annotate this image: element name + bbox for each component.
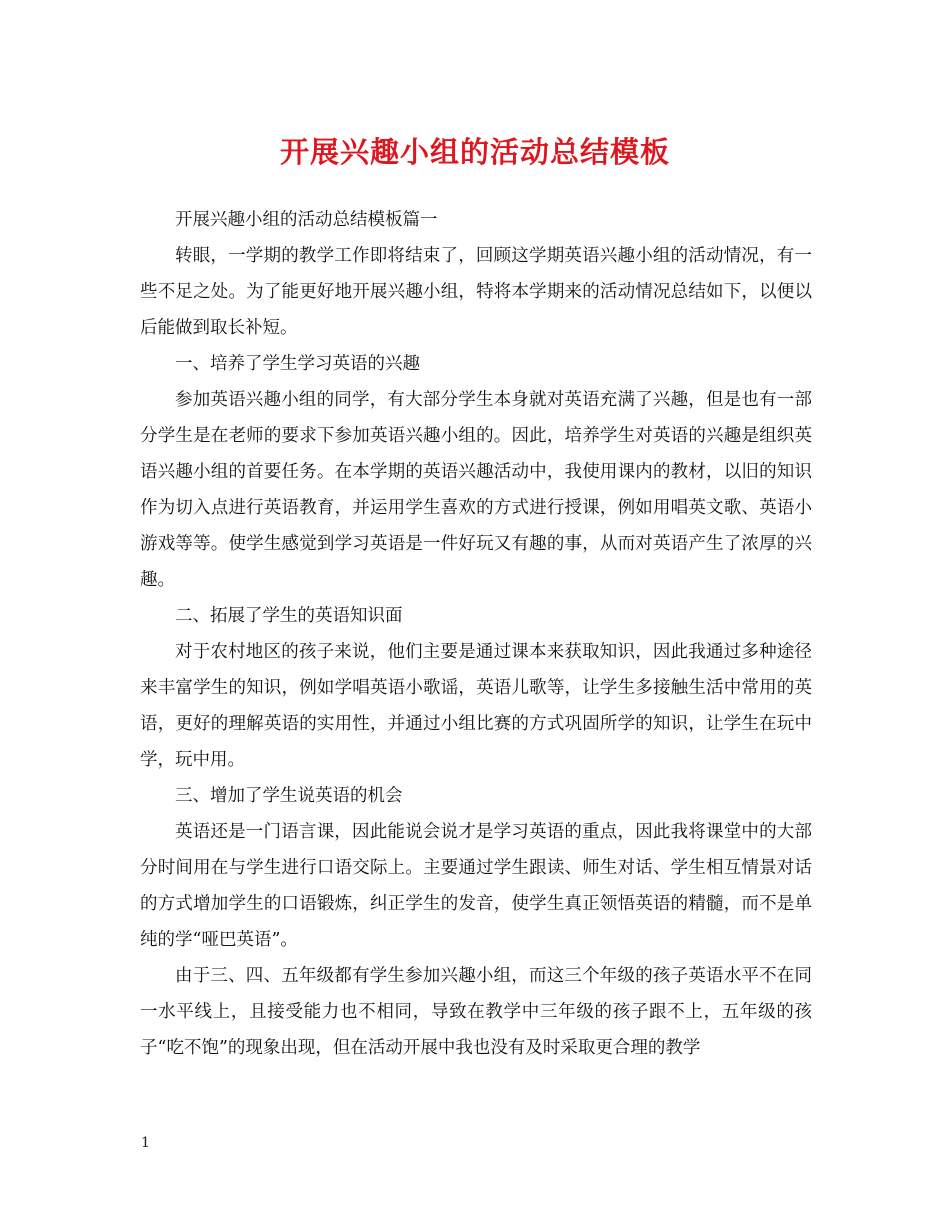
- paragraph: 参加英语兴趣小组的同学，有大部分学生本身就对英语充满了兴趣，但是也有一部分学生是在老师的要求下参加英语兴趣小组的。因此，培养学生对英语的兴趣是组织英语兴趣小组的首要任务。在本学期的英语兴趣活动中，我使用课内的教材，以旧的知识作为切入点进行英语教育，并运用学生喜欢的方式进行授课，例如用唱英文歌、英语小游戏等等。使学生感觉到学习英语是一件好玩又有趣的事，从而对英语产生了浓厚的兴趣。: [140, 390, 812, 590]
- page-title: 开展兴趣小组的活动总结模板: [279, 135, 670, 169]
- section-heading: 二、拓展了学生的英语知识面: [175, 606, 403, 626]
- section-heading: 开展兴趣小组的活动总结模板篇一: [175, 210, 438, 230]
- section-heading: 一、培养了学生学习英语的兴趣: [175, 354, 420, 374]
- paragraph: 转眼，一学期的教学工作即将结束了，回顾这学期英语兴趣小组的活动情况，有一些不足之处。为了能更好地开展兴趣小组，特将本学期来的活动情况总结如下，以便以后能做到取长补短。: [140, 246, 812, 338]
- paragraph: 英语还是一门语言课，因此能说会说才是学习英语的重点，因此我将课堂中的大部分时间用在与学生进行口语交际上。主要通过学生跟读、师生对话、学生相互情景对话的方式增加学生的口语锻炼，纠正学生的发音，使学生真正领悟英语的精髓，而不是单纯的学“哑巴英语”。: [140, 822, 812, 950]
- document-body: [140, 202, 812, 1066]
- page-number: 1: [141, 1135, 150, 1151]
- paragraph: 由于三、四、五年级都有学生参加兴趣小组，而这三个年级的孩子英语水平不在同一水平线上，且接受能力也不相同，导致在教学中三年级的孩子跟不上，五年级的孩子“吃不饱”的现象出现，但在活动开展中我也没有及时采取更合理的教学: [140, 966, 812, 1058]
- section-heading: 三、增加了学生说英语的机会: [175, 786, 403, 806]
- paragraph: 对于农村地区的孩子来说，他们主要是通过课本来获取知识，因此我通过多种途径来丰富学生的知识，例如学唱英语小歌谣，英语儿歌等，让学生多接触生活中常用的英语，更好的理解英语的实用性，并通过小组比赛的方式巩固所学的知识，让学生在玩中学，玩中用。: [140, 642, 812, 770]
